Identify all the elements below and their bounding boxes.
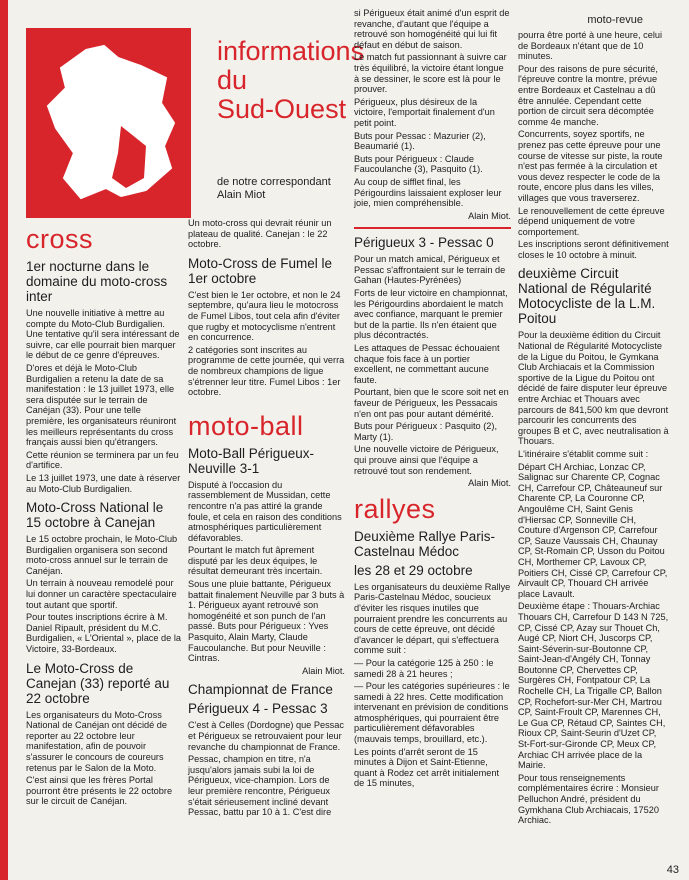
paragraph: Les organisateurs du deuxième Rallye Paris-Castelnau Médoc, soucieux d'éviter les risques inutiles que pourraient prendre les concurrents au cours de cette épreuve, ont décidé d'avancer le départ, qui s'effectuera comme suit : <box>354 581 511 656</box>
article-title: Moto-Ball Périgueux-Neuville 3-1 <box>188 445 315 476</box>
paragraph: Forts de leur victoire en championnat, les Périgourdins abordaient le match avec confiance, marquant le premier but de la partie. Ils n'en étaient que plus décontractés. <box>354 288 508 341</box>
article-title: deuxième Circuit National de Régularité Motocycliste de la L.M. Poitou <box>518 266 656 327</box>
article-title: 1er nocturne dans le domaine du moto-cross inter <box>26 259 168 304</box>
column-2 <box>188 0 365 880</box>
signature: Alain Miot. <box>468 210 511 221</box>
paragraph: si Périgueux était animé d'un esprit de revanche, d'autant que l'équipe a retrouvé son homogénéité qui lui fit défaut en début de saison. <box>354 8 510 50</box>
paragraph: L'itinéraire s'établit comme suit : <box>518 449 649 459</box>
paragraph: Pourtant, bien que le score soit net en faveur de Périgueux, les Pessacais n'en ont pas pour autant démérité. <box>354 387 509 419</box>
column-4 <box>518 0 670 880</box>
byline-author: Alain Miot <box>217 189 266 201</box>
left-color-bar <box>0 0 8 880</box>
paragraph: Buts pour Périgueux : Claude Faucoulanche (3), Pasquito (1). <box>354 153 483 175</box>
byline-text: de notre correspondant <box>217 176 331 188</box>
paragraph: Au coup de sifflet final, les Périgourdins laissaient exploser leur joie, mien compréhensible. <box>354 176 502 209</box>
section-moto-ball: moto-ball <box>188 410 304 441</box>
paragraph: 2 catégories sont inscrites au programme de cette journée, qui verra de nombreux champions de ligue s'étrenner leur titre. Fumel Libos : 1er octobre. <box>188 344 345 398</box>
paragraph: Deuxième étape : Thouars-Archiac Thouars CH, Carrefour D 143 N 725, CP, Cissé CP, Azay sur Thouet Ch, Augé CP, Niort CH, Juscorps CP, Saint-Séverin-sur-Boutonne CP, Saint-Jean-d'Angély CH, Tonnay Boutonne CP, Chervettes CP, Surgères CH, Fontpatour CP, La Rochelle CH, La Trigalle CP, Ballon CP, Rochefort-sur-Mer CH, Martrou CP, Saint-Froult CP, Marennes CH, Le Gua CP, Rétaud CP, Saintes CH, Rioux CP, Saint-Seurin d'Uzet CP, St-Fort-sur-Gironde CP, Meux CP, Archiac CH arrivée place de la Mairie. <box>518 601 669 771</box>
article-title: Périgueux 3 - Pessac 0 <box>354 235 494 251</box>
paragraph: Pour tous renseignements complémentaires écrire : Monsieur Pelluchon André, président du Gymkhana Club Archiacais, 17520 Archiac. <box>518 772 659 826</box>
paragraph: Disputé à l'occasion du rassemblement de Mussidan, cette rencontre n'a pas attiré la grande foule, et cela en raison des conditions atmosphériques particulièrement défavorables. <box>188 479 342 543</box>
paragraph: Le 13 juillet 1973, une date à réserver au Moto-Club Burdigalien. <box>26 472 181 494</box>
paragraph: Un terrain à nouveau remodelé pour lui donner un caractère spectaculaire tout autant que sportif. <box>26 578 177 610</box>
paragraph: Les inscriptions seront définitivement closes le 10 octobre à minuit. <box>518 239 669 260</box>
magazine-header: moto-revue <box>587 14 643 26</box>
paragraph: Une nouvelle victoire de Périgueux, qui prouve ainsi que l'équipe a retrouvé tout son rendement. <box>354 444 499 476</box>
paragraph: Le match fut passionnant à suivre car très équilibré, la victoire étant longue à se dessiner, le score est là pour le prouver. <box>354 52 507 95</box>
column-3 <box>354 0 511 880</box>
title-line-1: informations <box>217 36 365 66</box>
article-title: Championnat de France <box>188 682 333 698</box>
paragraph: Le 15 octobre prochain, le Moto-Club Burdigalien organisera son second moto-cross annuel sur le terrain de Canéjan. <box>26 534 178 576</box>
article-title: Le Moto-Cross de Canejan (33) reporté au 22 octobre <box>26 660 170 706</box>
paragraph: Les attaques de Pessac échouaient chaque fois face à un portier excellent, ne commettant aucune faute. <box>354 343 500 385</box>
paragraph: Les points d'arrêt seront de 15 minutes à Dijon et Saint-Etienne, quant à Rodez cet arrêt initialement de 15 minutes, <box>354 746 500 789</box>
paragraph: Buts pour Pessac : Mazurier (2), Beaumarié (1). <box>354 130 486 152</box>
paragraph: Un moto-cross qui devrait réunir un plateau de qualité. Canejan : le 22 octobre. <box>188 218 332 250</box>
paragraph: pourra être porté à une heure, celui de Bordeaux n'étant que de 10 minutes. <box>518 30 663 62</box>
paragraph: C'est bien le 1er octobre, et non le 24 septembre, qu'aura lieu le motocross de Fumel Libos, tout cela afin d'éviter que rugby et motocyclisme n'entrent en concurrence. <box>188 289 341 343</box>
paragraph: Sous une pluie battante, Périgueux battait finalement Neuville par 3 buts à 1. Périgueux ayant retrouvé son homogénéité et son punch de l'an passé. Buts pour Périgueux : Yves Pasquito, Alain Marty, Claude Faucoulanche. But pour Neuville : Cintras. <box>188 579 345 664</box>
paragraph: Pour un match amical, Périgueux et Pessac s'affrontaient sur le terrain de Gahan (Hautes-Pyrénées) <box>354 254 506 286</box>
paragraph: D'ores et déjà le Moto-Club Burdigalien a retenu la date de sa manifestation : le 13 juillet 1973, elle sera disputée sur le terrain de Canéjan (33). Pour une telle première, les organisateurs réuniront les meilleurs représentants du cross français aussi bien qu'étrangers. <box>26 362 177 448</box>
paragraph: Pour la deuxième édition du Circuit National de Régularité Motocycliste de la Ligue du Poitou, le Gymkana Club Archiacais et la Commission sportive de la Ligue du Poitou ont décidé de faire disputer leur épreuve entre Archiac et Thouars avec parcours de 841,500 km que devront parcourir les concurrents des groupes B et C, avec neutralisation à Thouars. <box>518 330 669 447</box>
section-rallyes: rallyes <box>354 493 436 524</box>
article-subtitle: Périgueux 4 - Pessac 3 <box>188 701 328 717</box>
title-line-3: Sud-Ouest <box>217 94 347 124</box>
page-number: 43 <box>666 864 679 876</box>
article-title: Moto-Cross de Fumel le 1er octobre <box>188 255 333 286</box>
article-subtitle: les 28 et 29 octobre <box>354 562 473 578</box>
paragraph: Départ CH Archiac, Lonzac CP, Salignac sur Charente CP, Cognac CH, Carrefour CP, Châteauneuf sur Charente CP, La Couronne CP, Angoulême CH, Saint Genis d'Hiersac CP, Sonneville CH, Couture d'Argenson CP, Carrefour CP, Sauze Vaussais CH, Chaunay CP, St-Romain CP, Usson du Poitou CH, Morthemer CP, Lavoux CP, Poitiers CH, Cissé CP, Carrefour CP, Airvault CP, Thouard CH arrivée place Lavault. <box>518 461 668 599</box>
section-cross: cross <box>26 224 94 254</box>
column-1 <box>26 0 182 880</box>
paragraph: — Pour les catégories supérieures : le samedi à 22 hres. Cette modification intervenant en prévision de conditions atmosphériques, qui pourraient être particulièrement défavorables (mauvais temps, brouillard, etc.). <box>354 681 510 745</box>
paragraph: Le renouvellement de cette épreuve dépend uniquement de votre comportement. <box>518 205 665 237</box>
paragraph: — Pour la catégorie 125 à 250 : le samedi 28 à 21 heures ; <box>354 657 494 679</box>
paragraph: Pessac, champion en titre, n'a jusqu'alors jamais subi la loi de Périgueux, vice-champion. Lors de leur première rencontre, Périgueux s'était sérieusement incliné devant Pessac, battu par 10 à 1. C'est dire <box>188 754 332 818</box>
paragraph: Cette réunion se terminera par un feu d'artifice. <box>26 449 179 471</box>
paragraph: Les organisateurs du Moto-Cross National de Canéjan ont décidé de reporter au 22 octobre leur manifestation, afin de pouvoir s'assurer le concours de coureurs retenus par le Salon de la Moto. <box>26 709 167 773</box>
title-line-2: du <box>217 65 248 95</box>
paragraph: Buts pour Périgueux : Pasquito (2), Marty (1). <box>354 421 497 442</box>
article-title: Moto-Cross National le 15 octobre à Canejan <box>26 500 164 531</box>
signature: Alain Miot. <box>468 478 511 489</box>
paragraph: Pour des raisons de pure sécurité, l'épreuve contre la montre, prévue entre Bordeaux et Castelnau a dû être annulée. Cependant cette portion de circuit sera décomptée comme 4e manche. <box>518 63 658 127</box>
paragraph: Périgueux, plus désireux de la victoire, l'emportait finalement d'un petit point. <box>354 96 495 128</box>
signature: Alain Miot. <box>302 665 345 676</box>
paragraph: Concurrents, soyez sportifs, ne prenez pas cette épreuve pour une course de vitesse sur piste, la route n'est pas fermée à la circulation et vous devez respecter le code de la route, encore plus dans les villes, villages que vous traverserez. <box>518 129 663 203</box>
paragraph: C'est à Celles (Dordogne) que Pessac et Périgueux se retrouvaient pour leur revanche du championnat de France. <box>188 720 344 752</box>
article-title: Deuxième Rallye Paris-Castelnau Médoc <box>354 528 496 559</box>
red-divider <box>354 227 511 229</box>
paragraph: Pourtant le match fut âprement disputé par les deux équipes, le résultat demeurant très incertain. <box>188 545 323 577</box>
paragraph: Pour toutes inscriptions écrire à M. Daniel Ripault, président du M.C. Burdigalien, « L'Oriental », place de la Victoire, 33-Bordeaux. <box>26 612 181 655</box>
paragraph: C'est ainsi que les frères Portal pourront être présents le 22 octobre sur le circuit de Canéjan. <box>26 775 173 807</box>
paragraph: Une nouvelle initiative à mettre au compte du Moto-Club Burdigalien. Une tentative qu'il sera intéressant de suivre, car elle pourrait bien marquer le début de ce genre d'épreuves. <box>26 308 180 361</box>
